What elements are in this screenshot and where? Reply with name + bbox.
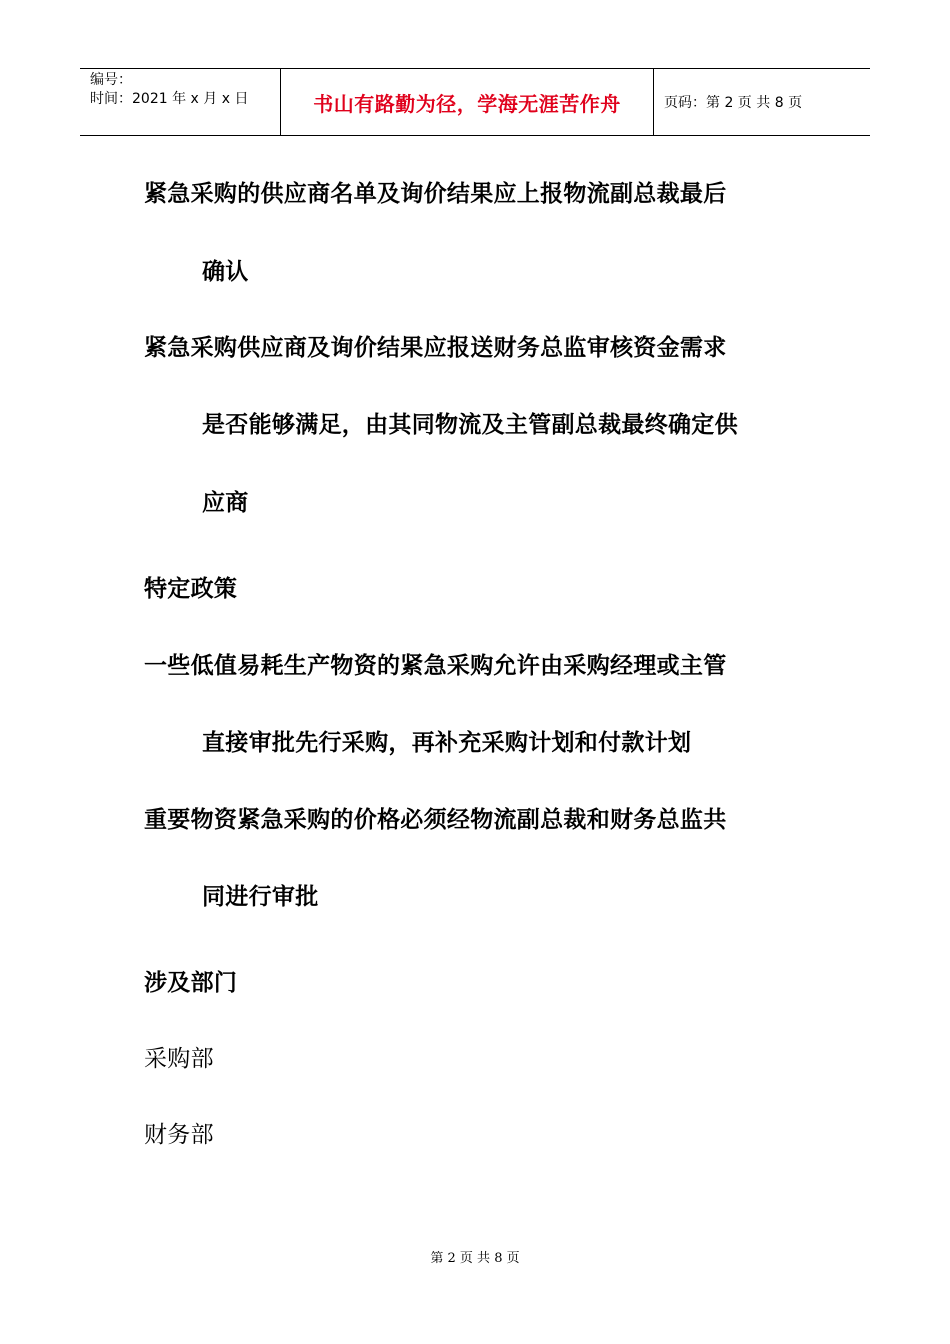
document-time: 时间：2021 年 x 月 x 日 [90,91,249,107]
text-line: 是否能够满足，由其同物流及主管副总裁最终确定供 [202,412,738,438]
text-line: 同进行审批 [202,884,319,910]
text-line: 财务部 [144,1122,214,1148]
text-line: 紧急采购供应商及询价结果应报送财务总监审核资金需求 [144,335,727,361]
text-line: 一些低值易耗生产物资的紧急采购允许由采购经理或主管 [144,653,727,679]
text-line: 重要物资紧急采购的价格必须经物流副总裁和财务总监共 [144,807,727,833]
header-motto: 书山有路勤为径，学海无涯苦作舟 [281,69,654,135]
text-line: 直接审批先行采购，再补充采购计划和付款计划 [202,730,692,756]
text-line: 紧急采购的供应商名单及询价结果应上报物流副总裁最后 [144,181,727,207]
text-line: 应商 [202,490,249,516]
text-line: 确认 [202,259,249,285]
page-footer: 第 2 页 共 8 页 [430,1251,520,1266]
header-page-info: 页码：第 2 页 共 8 页 [664,95,803,111]
text-line: 采购部 [144,1046,214,1072]
section-heading: 涉及部门 [144,970,238,996]
section-heading: 特定政策 [144,576,238,602]
document-number: 编号： [90,72,132,88]
header-left-cell [80,69,281,135]
page-header [80,68,870,136]
